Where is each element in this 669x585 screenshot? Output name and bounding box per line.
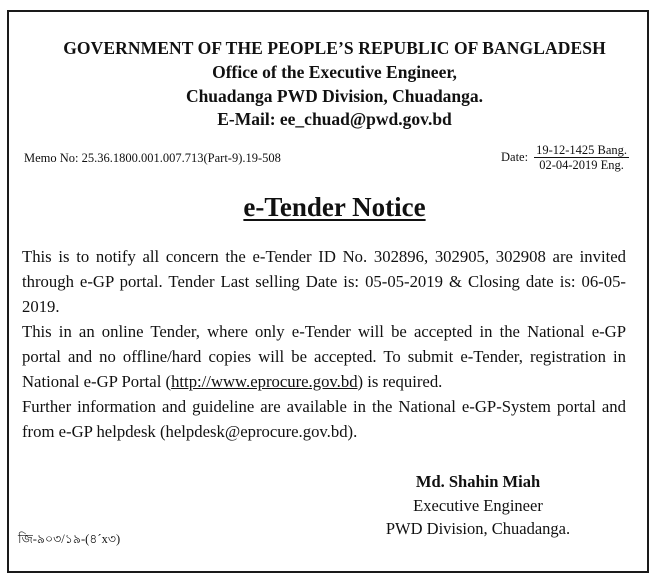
paragraph-online-tender-end: ) is required.	[357, 372, 443, 391]
notice-body	[22, 244, 626, 444]
paragraph-helpdesk: Further information and guideline are available in the National e-GP-System portal and from e-GP helpdesk (helpdesk@eprocure.gov.bd).	[22, 397, 626, 441]
signatory-name: Md. Shahin Miah	[415, 472, 541, 491]
date-block	[501, 143, 629, 172]
eprocure-link[interactable]: http://www.eprocure.gov.bd	[171, 372, 358, 391]
signatory-designation: Executive Engineer	[413, 496, 543, 515]
notice-title	[0, 192, 669, 223]
paragraph-online-tender	[22, 319, 626, 394]
date-bangla: 19-12-1425 Bang.	[536, 143, 628, 157]
header-division: Chuadanga PWD Division, Chuadanga.	[185, 86, 484, 106]
header-email: E-Mail: ee_chuad@pwd.gov.bd	[217, 109, 452, 129]
paragraph-tender-ids: This is to notify all concern the e-Tender ID No. 302896, 302905, 302908 are invited through e-GP portal. Tender Last selling Date is: 05-05-2019 & Closing date is: 06-05-2019.	[22, 247, 626, 316]
header-government: GOVERNMENT OF THE PEOPLE’S REPUBLIC OF BANGLADESH	[63, 38, 606, 58]
date-label: Date:	[501, 150, 529, 164]
header-office: Office of the Executive Engineer,	[212, 62, 457, 82]
signatory-office: PWD Division, Chuadanga.	[385, 519, 571, 538]
notice-title-text: e-Tender Notice	[243, 192, 426, 222]
memo-number: Memo No: 25.36.1800.001.007.713(Part-9).19-508	[24, 151, 281, 165]
footer-code: জি-৯০৩/১৯-(৪´x৩)	[18, 532, 121, 546]
paragraph-online-tender-text: This in an online Tender, where only e-Tender will be accepted in the National e-GP portal and no offline/hard copies will be accepted. To submit e-Tender, registration in National e-GP Portal (	[22, 322, 626, 391]
date-english: 02-04-2019 Eng.	[539, 158, 624, 172]
date-values	[534, 143, 629, 172]
